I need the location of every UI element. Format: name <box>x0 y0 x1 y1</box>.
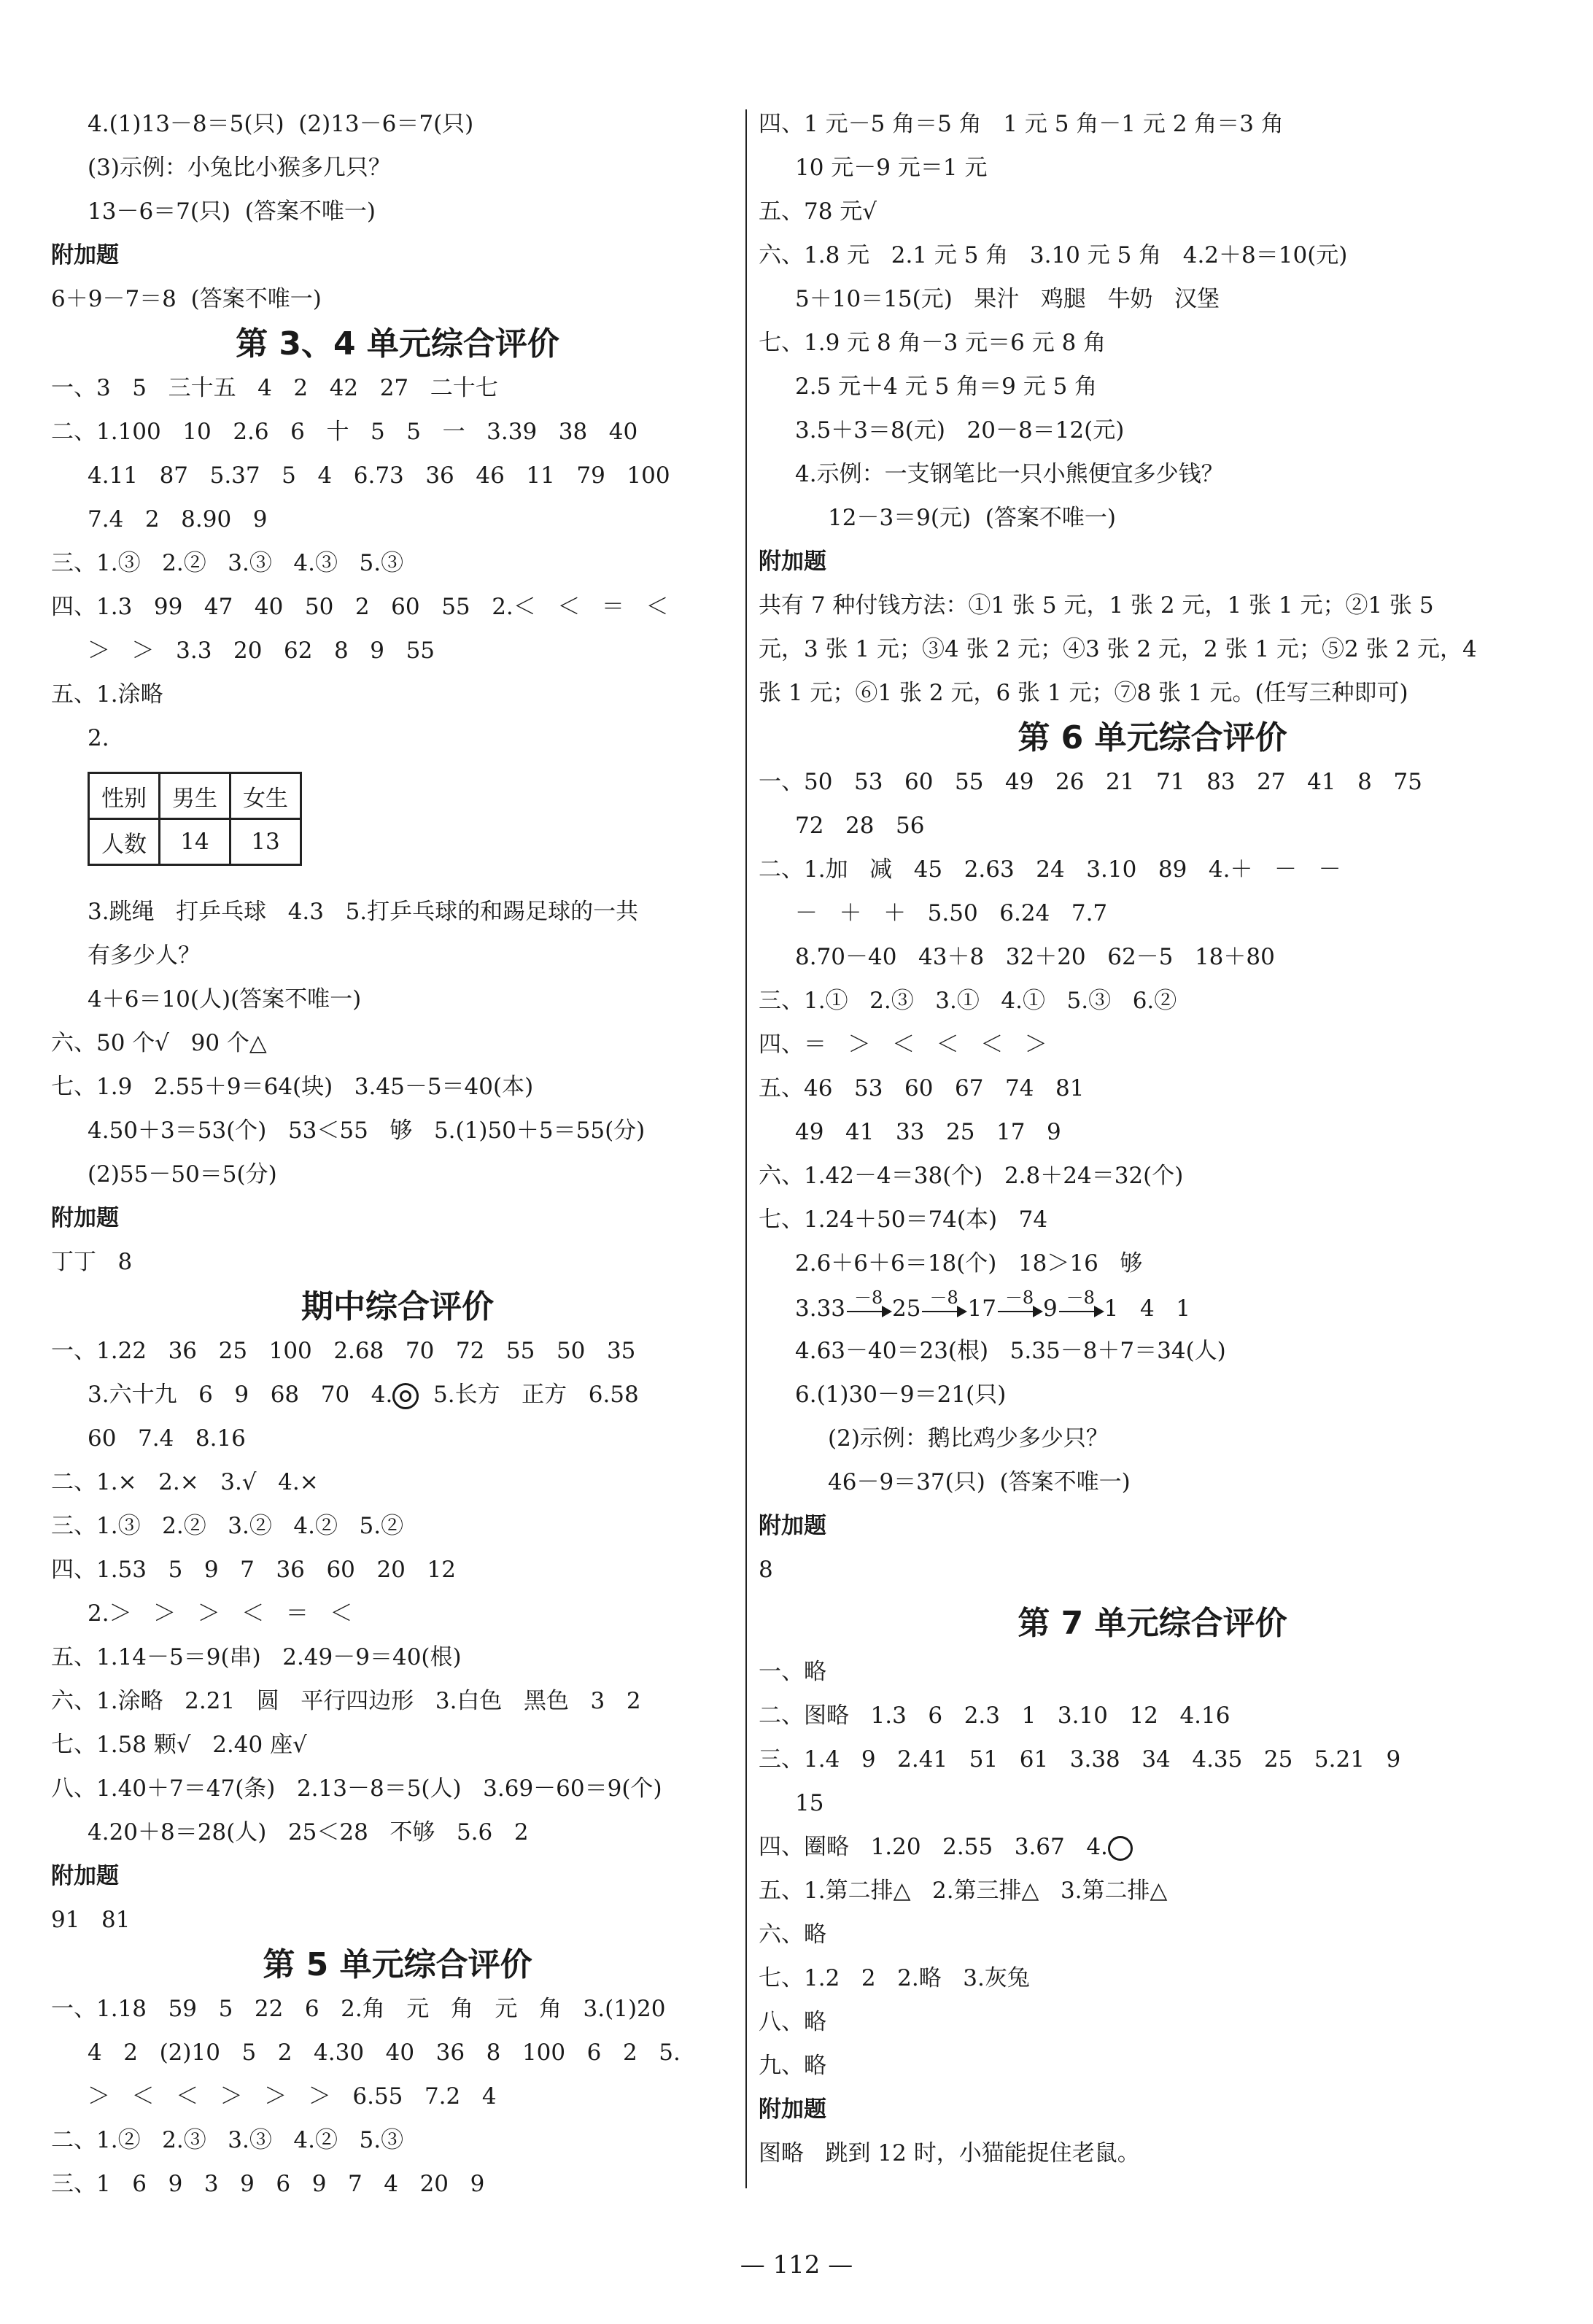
answer-line: 91 81 <box>51 1907 131 1933</box>
answer-line: 12－3＝9(元) (答案不唯一) <box>828 505 1116 531</box>
answer-text: 3.六十九 6 9 68 70 4. <box>88 1382 393 1408</box>
answer-line: 三、1 6 9 3 9 6 9 7 4 20 9 <box>51 2171 485 2197</box>
answer-line: 八、略 <box>759 2009 826 2035</box>
answer-line: 4＋6＝10(人)(答案不唯一) <box>88 986 362 1012</box>
answer-line: ＞ ＜ ＜ ＞ ＞ ＞ 6.55 7.2 4 <box>88 2083 497 2110</box>
table-header-cell: 性别 <box>89 773 160 819</box>
answer-line: 三、1.③ 2.② 3.② 4.② 5.② <box>51 1513 404 1539</box>
answer-line: 七、1.9 2.55＋9＝64(块) 3.45－5＝40(本) <box>51 1074 534 1100</box>
table-cell: 人数 <box>89 819 160 865</box>
sequence-start: 3.33 <box>795 1295 846 1322</box>
answer-line: 7.4 2 8.90 9 <box>88 506 268 532</box>
answer-line: 二、1.× 2.× 3.√ 4.× <box>51 1469 319 1495</box>
answer-line: 七、1.58 颗√ 2.40 座√ <box>51 1732 307 1758</box>
arrow-label: －8 <box>854 1287 883 1308</box>
answer-line: 二、1.② 2.③ 3.③ 4.② 5.③ <box>51 2127 404 2153</box>
answer-line: 6＋9－7＝8 (答案不唯一) <box>51 286 322 312</box>
answer-line: (2)55－50＝5(分) <box>88 1161 277 1188</box>
arrow-icon <box>845 1287 892 1321</box>
answer-line: 六、1.8 元 2.1 元 5 角 3.10 元 5 角 4.2＋8＝10(元) <box>759 242 1348 268</box>
column-divider <box>745 109 747 2188</box>
table-cell: 13 <box>230 819 301 865</box>
section-title: 第 3、4 单元综合评价 <box>236 325 559 363</box>
answer-line: (2)示例：鹅比鸡少多少只？ <box>828 1425 1109 1452</box>
section-title: 第 5 单元综合评价 <box>263 1946 532 1983</box>
answer-line: 四、1.53 5 9 7 36 60 20 12 <box>51 1557 456 1583</box>
answer-line: 10 元－9 元＝1 元 <box>795 155 988 181</box>
answer-line: 15 <box>795 1790 824 1816</box>
answer-line: 四、1 元－5 角＝5 角 1 元 5 角－1 元 2 角＝3 角 <box>759 111 1284 137</box>
answer-line: 共有 7 种付钱方法：①1 张 5 元，1 张 2 元，1 张 1 元；②1 张 5 <box>759 592 1434 619</box>
answer-line: (3)示例：小兔比小猴多几只？ <box>88 155 391 181</box>
arrow-label: －8 <box>1004 1287 1034 1308</box>
answer-line: 2.5 元＋4 元 5 角＝9 元 5 角 <box>795 373 1098 400</box>
answer-line: 三、1.① 2.③ 3.① 4.① 5.③ 6.② <box>759 988 1177 1014</box>
bonus-heading: 附加题 <box>51 242 119 268</box>
double-circle-icon <box>392 1383 419 1409</box>
answer-line: 有多少人？ <box>88 942 201 969</box>
answer-line: 图略 跳到 12 时，小猫能捉住老鼠。 <box>759 2140 1140 2166</box>
answer-line: 8.70－40 43＋8 32＋20 62－5 18＋80 <box>795 944 1275 970</box>
page-number: — 112 — <box>740 2250 853 2280</box>
section-title: 第 6 单元综合评价 <box>1018 719 1287 756</box>
answer-line: 4.示例：一支钢笔比一只小熊便宜多少钱？ <box>795 461 1224 487</box>
answer-line: 4 2 (2)10 5 2 4.30 40 36 8 100 6 2 5. <box>88 2040 681 2066</box>
arrow-label: －8 <box>929 1287 958 1308</box>
answer-line: 六、略 <box>759 1921 826 1948</box>
answer-line: 五、78 元√ <box>759 198 877 225</box>
section-title: 第 7 单元综合评价 <box>1018 1605 1287 1642</box>
answer-line: 6.(1)30－9＝21(只) <box>795 1382 1007 1408</box>
answer-line: 二、图略 1.3 6 2.3 1 3.10 12 4.16 <box>759 1703 1230 1729</box>
arrow-icon <box>996 1287 1043 1321</box>
answer-line: 五、1.涂略 <box>51 681 163 708</box>
answer-line: 六、1.涂略 2.21 圆 平行四边形 3.白色 黑色 3 2 <box>51 1688 641 1714</box>
answer-line: 二、1.100 10 2.6 6 十 5 5 一 3.39 38 40 <box>51 419 638 445</box>
answer-line: 4.(1)13－8＝5(只) (2)13－6＝7(只) <box>88 111 474 137</box>
arrow-label: －8 <box>1066 1287 1095 1308</box>
answer-line: 3.5＋3＝8(元) 20－8＝12(元) <box>795 417 1125 444</box>
arrow-sequence-line <box>795 1287 1190 1323</box>
sequence-value: 17 <box>967 1295 996 1322</box>
answer-line: 2.＞ ＞ ＞ ＜ ＝ ＜ <box>88 1600 353 1627</box>
answer-line: 九、略 <box>759 2053 826 2079</box>
answer-line: 二、1.加 减 45 2.63 24 3.10 89 4.＋ － － <box>759 856 1341 883</box>
answer-line: 4.11 87 5.37 5 4 6.73 36 46 11 79 100 <box>88 462 670 489</box>
gender-count-table <box>88 772 302 866</box>
answer-line: 六、1.42－4＝38(个) 2.8＋24＝32(个) <box>759 1163 1184 1189</box>
arrow-icon <box>1058 1287 1104 1321</box>
answer-line: 三、1.4 9 2.41 51 61 3.38 34 4.35 25 5.21 9 <box>759 1746 1401 1773</box>
answer-line: 3.跳绳 打乒乓球 4.3 5.打乒乓球的和踢足球的一共 <box>88 899 639 925</box>
answer-line: 一、略 <box>759 1659 826 1685</box>
answer-line: 5＋10＝15(元) 果汁 鸡腿 牛奶 汉堡 <box>795 286 1220 312</box>
answer-line: 13－6＝7(只) (答案不唯一) <box>88 198 376 225</box>
answer-line <box>759 1832 1133 1862</box>
sequence-value: 9 <box>1042 1295 1058 1322</box>
answer-line: 八、1.40＋7＝47(条) 2.13－8＝5(人) 3.69－60＝9(个) <box>51 1775 662 1802</box>
answer-line: 三、1.③ 2.② 3.③ 4.③ 5.③ <box>51 550 404 576</box>
answer-line: 丁丁 8 <box>51 1249 133 1275</box>
bonus-heading: 附加题 <box>759 2096 826 2123</box>
answer-line: 四、1.3 99 47 40 50 2 60 55 2.＜ ＜ ＝ ＜ <box>51 594 669 620</box>
answer-line: 46－9＝37(只) (答案不唯一) <box>828 1469 1131 1495</box>
bonus-heading: 附加题 <box>51 1205 119 1231</box>
answer-line: 4.50＋3＝53(个) 53＜55 够 5.(1)50＋5＝55(分) <box>88 1118 646 1144</box>
bonus-heading: 附加题 <box>759 549 826 575</box>
circle-icon <box>1108 1836 1133 1861</box>
answer-line: 七、1.24＋50＝74(本) 74 <box>759 1206 1048 1233</box>
sequence-value: 1 4 1 <box>1104 1295 1190 1322</box>
bonus-heading: 附加题 <box>759 1513 826 1539</box>
answer-line: 七、1.9 元 8 角－3 元＝6 元 8 角 <box>759 330 1106 356</box>
answer-text: 5.长方 正方 6.58 <box>419 1382 639 1408</box>
answer-line: 一、50 53 60 55 49 26 21 71 83 27 41 8 75 <box>759 769 1422 795</box>
answer-line: 一、1.22 36 25 100 2.68 70 72 55 50 35 <box>51 1338 636 1364</box>
answer-line: 4.20＋8＝28(人) 25＜28 不够 5.6 2 <box>88 1819 529 1845</box>
answer-line: 49 41 33 25 17 9 <box>795 1119 1061 1145</box>
answer-line: 张 1 元；⑥1 张 2 元，6 张 1 元；⑦8 张 1 元。(任写三种即可) <box>759 680 1408 706</box>
answer-line: ＞ ＞ 3.3 20 62 8 9 55 <box>88 638 435 664</box>
answer-line <box>88 1380 639 1409</box>
answer-line: 8 <box>759 1557 773 1583</box>
answer-line: 一、3 5 三十五 4 2 42 27 二十七 <box>51 375 498 401</box>
answer-line: 五、46 53 60 67 74 81 <box>759 1075 1085 1101</box>
answer-line: 72 28 56 <box>795 813 925 839</box>
answer-line: 五、1.第二排△ 2.第三排△ 3.第二排△ <box>759 1878 1168 1904</box>
answer-line: 七、1.2 2 2.略 3.灰兔 <box>759 1965 1030 1991</box>
answer-line: 2. <box>88 725 109 751</box>
answer-line: 六、50 个√ 90 个△ <box>51 1030 267 1056</box>
table-header-cell: 男生 <box>160 773 230 819</box>
answer-line: － ＋ ＋ 5.50 6.24 7.7 <box>795 900 1108 926</box>
answer-line: 一、1.18 59 5 22 6 2.角 元 角 元 角 3.(1)20 <box>51 1996 666 2022</box>
table-header-cell: 女生 <box>230 773 301 819</box>
answer-line: 五、1.14－5＝9(串) 2.49－9＝40(根) <box>51 1644 462 1670</box>
arrow-icon <box>920 1287 967 1321</box>
answer-line: 元，3 张 1 元；③4 张 2 元；④3 张 2 元，2 张 1 元；⑤2 张 2 元，4 <box>759 636 1477 662</box>
section-title: 期中综合评价 <box>301 1288 494 1325</box>
answer-line: 60 7.4 8.16 <box>88 1425 246 1452</box>
answer-line: 2.6＋6＋6＝18(个) 18＞16 够 <box>795 1250 1143 1277</box>
bonus-heading: 附加题 <box>51 1863 119 1889</box>
answer-line: 4.63－40＝23(根) 5.35－8＋7＝34(人) <box>795 1338 1226 1364</box>
answer-line: 四、＝ ＞ ＜ ＜ ＜ ＞ <box>759 1031 1047 1058</box>
sequence-value: 25 <box>892 1295 921 1322</box>
answer-text: 四、圈略 1.20 2.55 3.67 4. <box>759 1834 1108 1860</box>
table-cell: 14 <box>160 819 230 865</box>
